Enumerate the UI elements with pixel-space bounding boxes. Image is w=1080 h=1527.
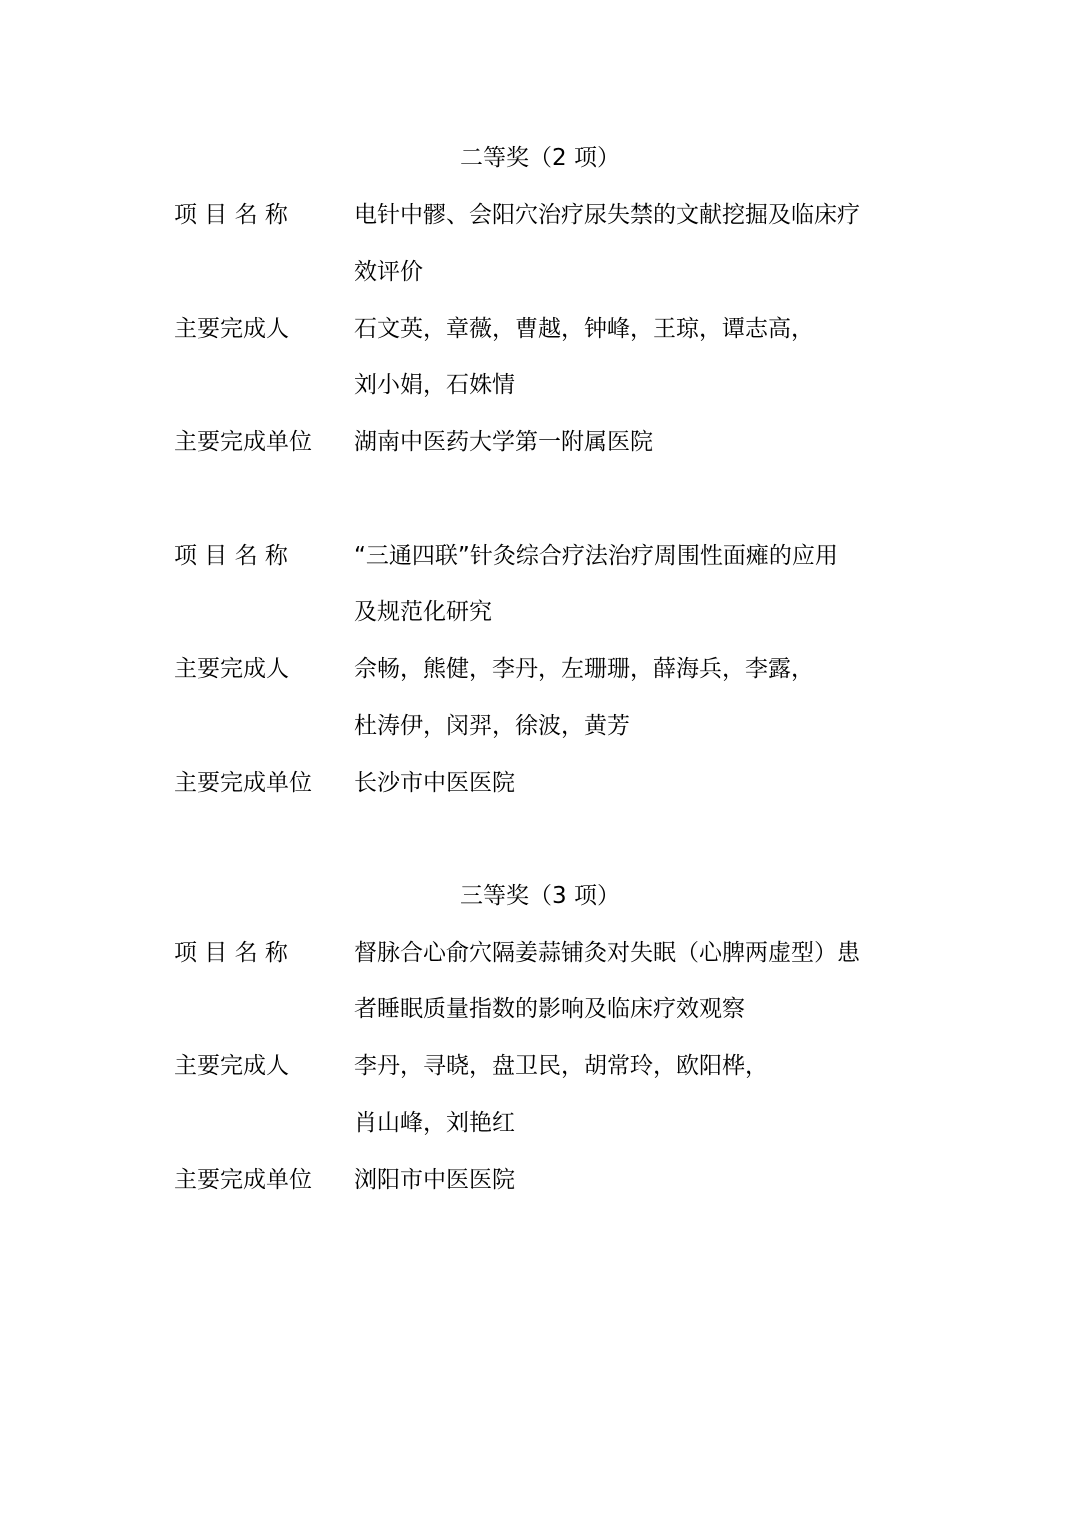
unit-value: 湖南中医药大学第一附属医院 <box>354 429 653 455</box>
persons-line: 李丹，寻晓，盘卫民，胡常玲，欧阳桦， <box>354 1053 768 1079</box>
unit-label: 主要完成单位 <box>174 1167 312 1193</box>
project-name-label: 项 目 名 称 <box>174 940 288 966</box>
persons-line: 刘小娟，石姝情 <box>354 372 515 398</box>
unit-label: 主要完成单位 <box>174 770 312 796</box>
project-name-line: 及规范化研究 <box>354 599 492 625</box>
persons-label: 主要完成人 <box>174 1053 289 1079</box>
project-name-line: 者睡眠质量指数的影响及临床疗效观察 <box>354 996 745 1022</box>
project-name-label: 项 目 名 称 <box>174 202 288 228</box>
unit-value: 浏阳市中医医院 <box>354 1167 515 1193</box>
persons-label: 主要完成人 <box>174 316 289 342</box>
project-name-line: 督脉合心俞穴隔姜蒜铺灸对失眠（心脾两虚型）患 <box>354 940 860 966</box>
persons-line: 杜涛伊，闵羿，徐波，黄芳 <box>354 713 630 739</box>
unit-value: 长沙市中医医院 <box>354 770 515 796</box>
unit-label: 主要完成单位 <box>174 429 312 455</box>
project-name-line: 电针中髎、会阳穴治疗尿失禁的文献挖掘及临床疗 <box>354 202 860 228</box>
persons-line: 石文英，章薇，曹越，钟峰，王琼，谭志高， <box>354 316 814 342</box>
persons-label: 主要完成人 <box>174 656 289 682</box>
award-heading-third: 三等奖（3 项） <box>460 883 620 909</box>
project-name-line: “三通四联”针灸综合疗法治疗周围性面瘫的应用 <box>354 543 838 569</box>
project-name-label: 项 目 名 称 <box>174 543 288 569</box>
award-heading-second: 二等奖（2 项） <box>460 145 620 171</box>
project-name-line: 效评价 <box>354 259 423 285</box>
persons-line: 肖山峰，刘艳红 <box>354 1110 515 1136</box>
persons-line: 佘畅，熊健，李丹，左珊珊，薛海兵，李露， <box>354 656 814 682</box>
